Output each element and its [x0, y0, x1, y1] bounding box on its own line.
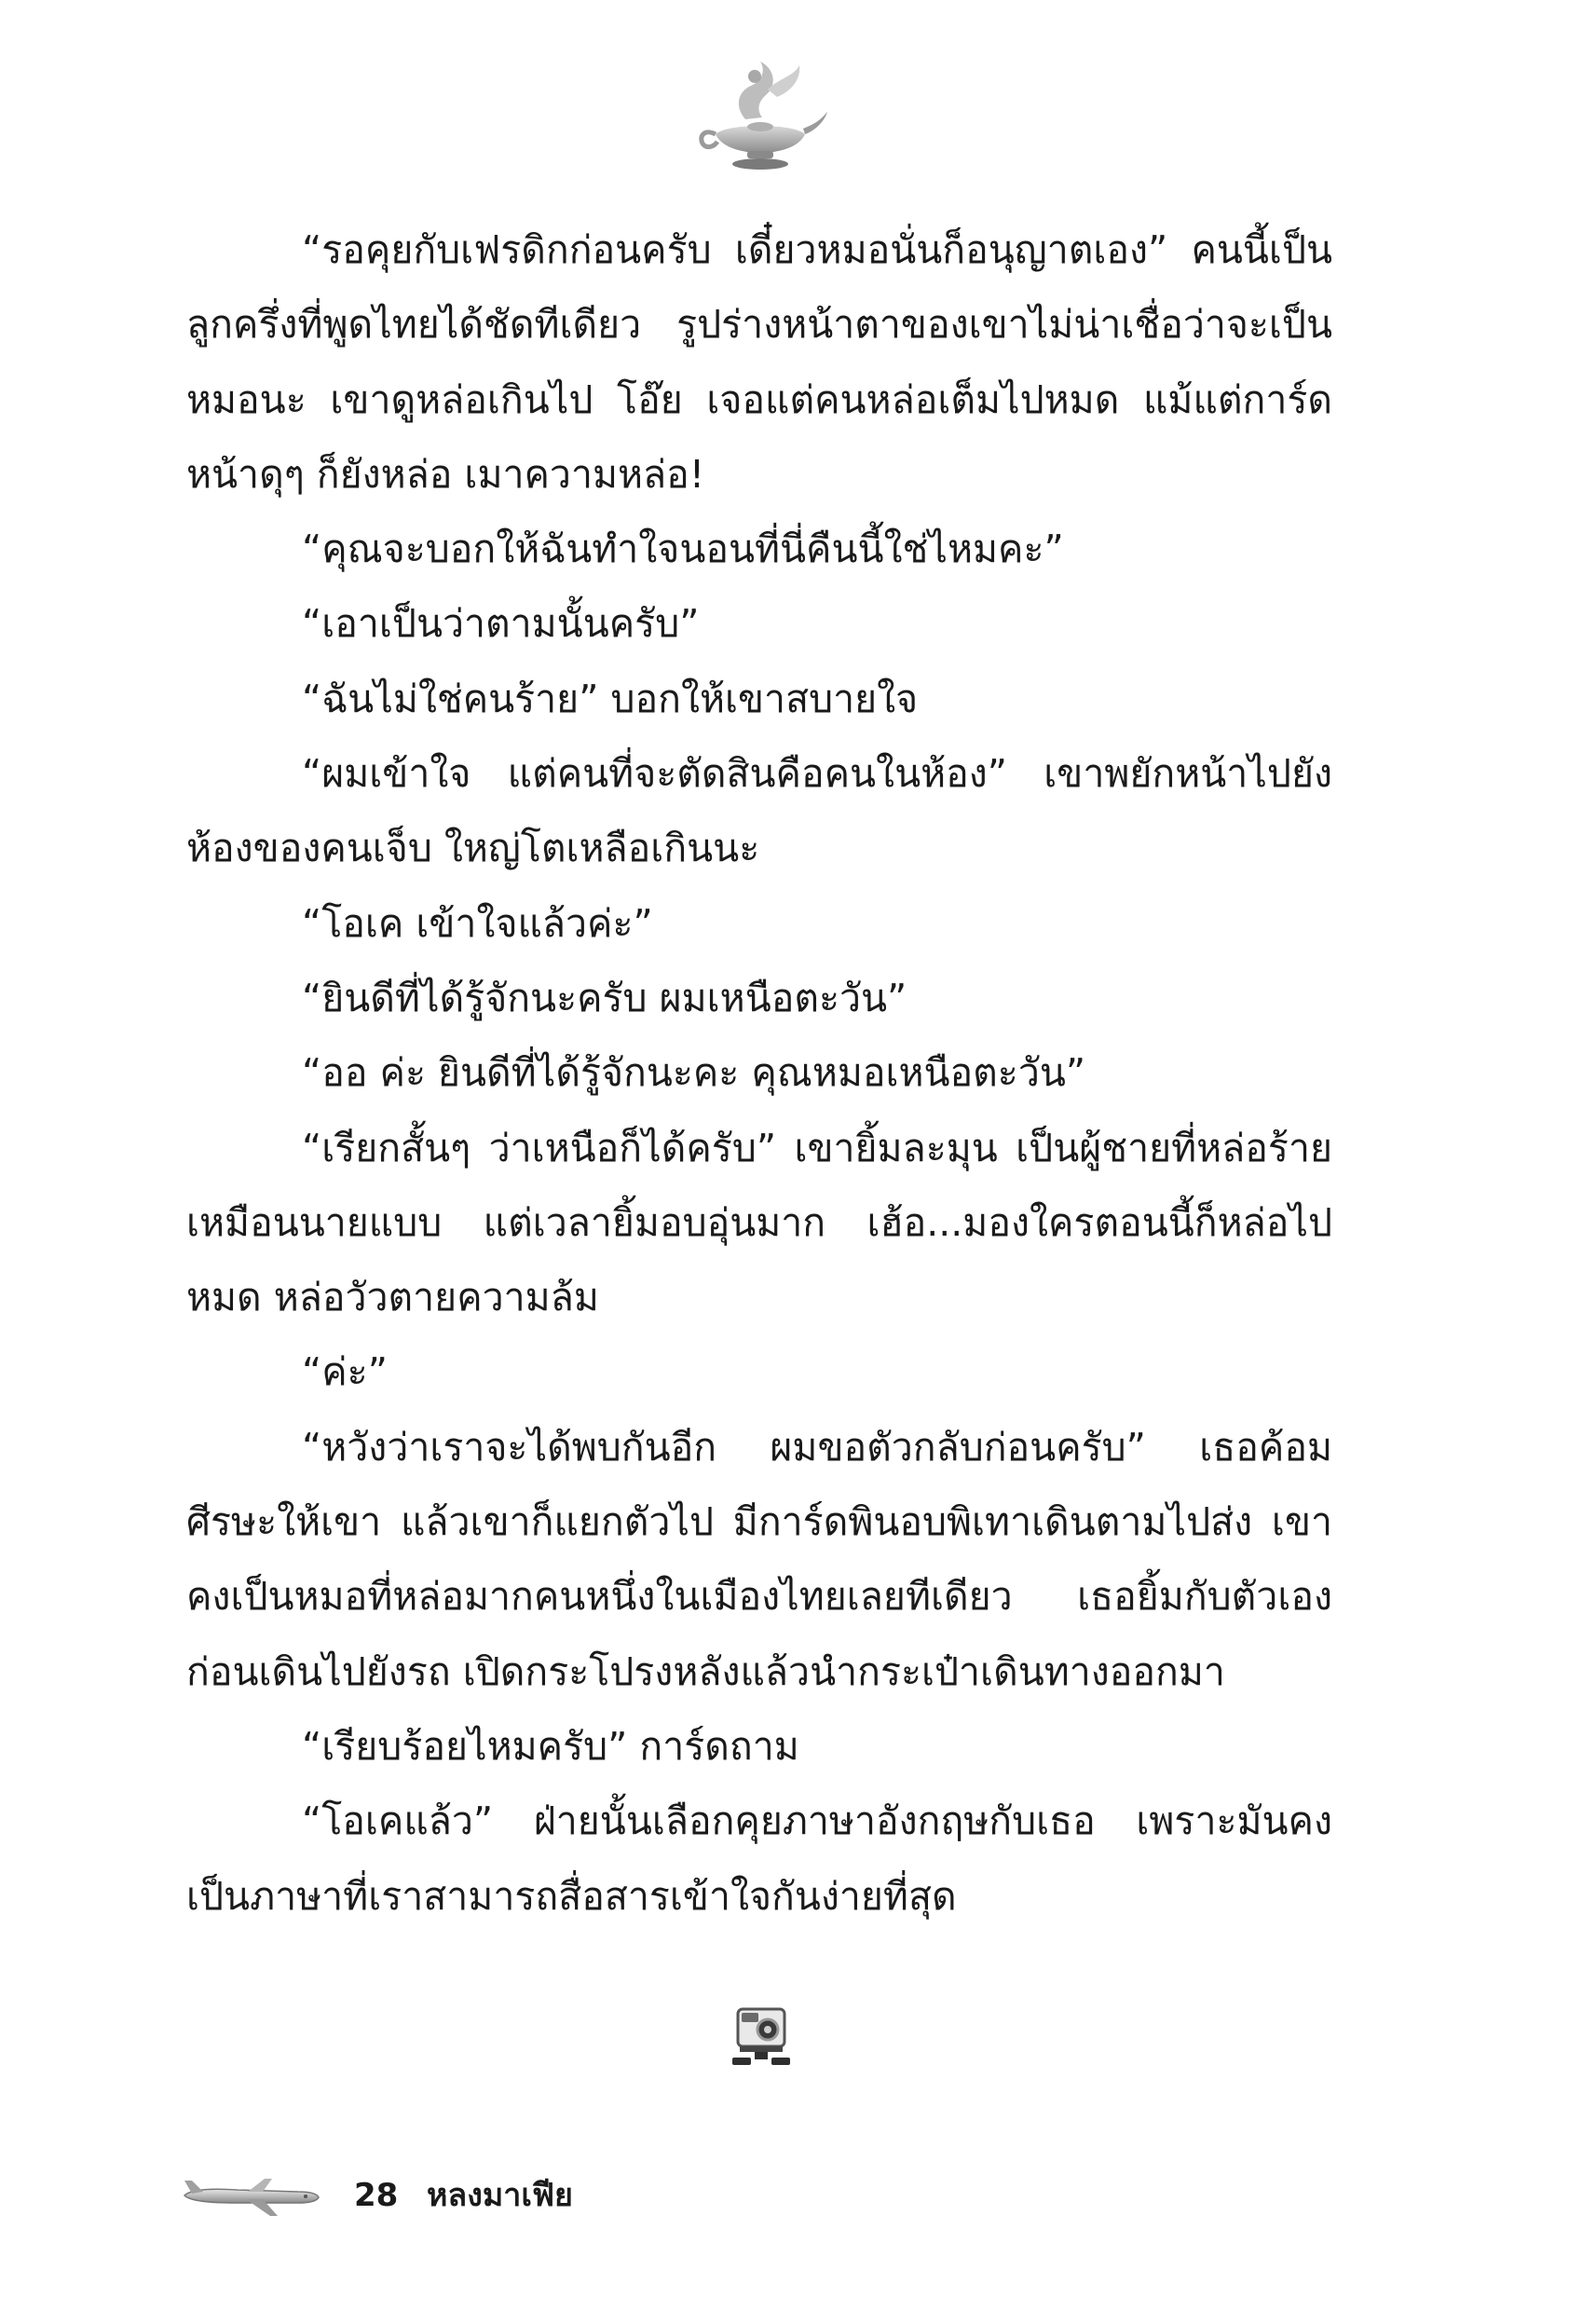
book-title: หลงมาเฟีย	[427, 2177, 573, 2214]
paragraph: “เอาเป็นว่าตามนั้นครับ”	[302, 601, 700, 647]
paragraph: “เรียบร้อยไหมครับ” การ์ดถาม	[302, 1723, 799, 1769]
page-footer	[181, 2167, 833, 2223]
action-camera-icon	[729, 2003, 794, 2069]
paragraph: “คุณจะบอกให้ฉันทำใจนอนที่นี่คืนนี้ใช่ไหมคะ”	[302, 526, 1064, 572]
paragraph: “ค่ะ”	[302, 1349, 388, 1395]
paragraph: “โอเค เข้าใจแล้วค่ะ”	[302, 900, 653, 946]
paragraph: “หวังว่าเราจะได้พบกันอีก ผมขอตัวกลับก่อนครับ” เธอค้อมศีรษะให้เขา แล้วเขาก็แยกตัวไป มีการ์ดพินอบพิเทาเดินตามไปส่ง เขาคงเป็นหมอที่หล่อมากคนหนึ่งในเมืองไทยเลยทีเดียว เธอยิ้มกับตัวเองก่อนเดินไปยังรถ เปิดกระโปรงหลังแล้วนำกระเป๋าเดินทางออกมา	[186, 1424, 1332, 1694]
paragraph: “เรียกสั้นๆ ว่าเหนือก็ได้ครับ” เขายิ้มละมุน เป็นผู้ชายที่หล่อร้ายเหมือนนายแบบ แต่เวลายิ้มอบอุ่นมาก เฮ้อ...มองใครตอนนี้ก็หล่อไปหมด หล่อวัวตายความล้ม	[186, 1125, 1332, 1320]
paragraph: “โอเคแล้ว” ฝ่ายนั้นเลือกคุยภาษาอังกฤษกับเธอ เพราะมันคงเป็นภาษาที่เราสามารถสื่อสารเข้าใจกันง่ายที่สุด	[186, 1798, 1332, 1919]
paragraph: “รอคุยกับเฟรดิกก่อนครับ เดี๋ยวหมอนั่นก็อนุญาตเอง” คนนี้เป็นลูกครึ่งที่พูดไทยได้ชัดทีเดียว รูปร่างหน้าตาของเขาไม่น่าเชื่อว่าจะเป็นหมอนะ เขาดูหล่อเกินไป โอ๊ย เจอแต่คนหล่อเต็มไปหมด แม้แต่การ์ดหน้าดุๆ ก็ยังหล่อ เมาความหล่อ!	[186, 227, 1332, 497]
body-text	[186, 212, 1332, 1934]
paragraph: “ผมเข้าใจ แต่คนที่จะตัดสินคือคนในห้อง” เขาพยักหน้าไปยังห้องของคนเจ็บ ใหญ่โตเหลือเกินนะ	[186, 751, 1332, 871]
page-number: 28	[354, 2177, 399, 2214]
paragraph: “ยินดีที่ได้รู้จักนะครับ ผมเหนือตะวัน”	[302, 975, 907, 1020]
genie-lamp-icon	[689, 54, 829, 175]
paragraph: “ออ ค่ะ ยินดีที่ได้รู้จักนะคะ คุณหมอเหนือตะวัน”	[302, 1050, 1086, 1096]
airplane-icon	[181, 2171, 321, 2220]
paragraph: “ฉันไม่ใช่คนร้าย” บอกให้เขาสบายใจ	[302, 676, 919, 721]
